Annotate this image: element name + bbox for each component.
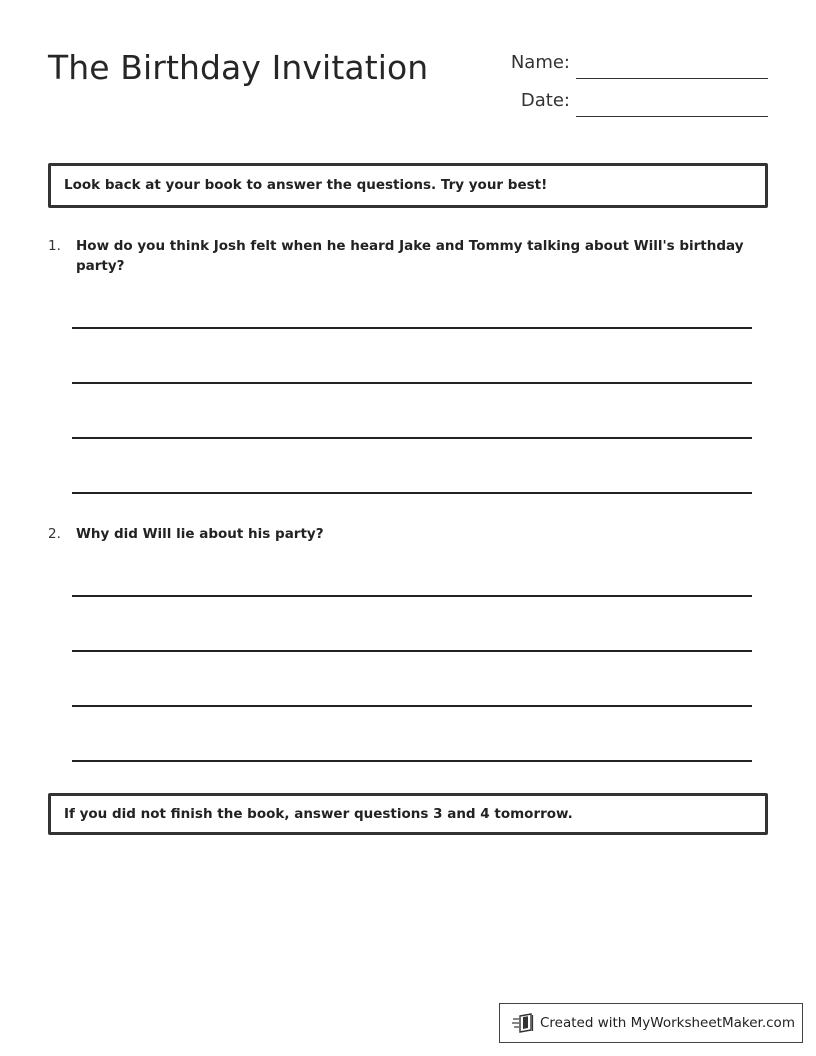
question-1-number: 1. bbox=[48, 238, 61, 254]
answer-line-q1-4[interactable] bbox=[72, 492, 752, 494]
question-2-number: 2. bbox=[48, 526, 61, 542]
instruction-text-bottom: If you did not finish the book, answer questions 3 and 4 tomorrow. bbox=[64, 806, 573, 822]
answer-line-q1-3[interactable] bbox=[72, 437, 752, 439]
instruction-box-top bbox=[48, 163, 768, 208]
footer-credit-badge[interactable] bbox=[499, 1003, 803, 1043]
instruction-text-top: Look back at your book to answer the questions. Try your best! bbox=[64, 177, 548, 193]
question-1 bbox=[48, 236, 760, 278]
date-line[interactable] bbox=[576, 116, 768, 117]
date-field[interactable] bbox=[490, 90, 768, 118]
answer-line-q1-1[interactable] bbox=[72, 327, 752, 329]
name-line[interactable] bbox=[576, 78, 768, 79]
answer-line-q2-3[interactable] bbox=[72, 705, 752, 707]
answer-line-q2-2[interactable] bbox=[72, 650, 752, 652]
name-label: Name: bbox=[510, 52, 570, 73]
date-label: Date: bbox=[520, 90, 570, 111]
name-field[interactable] bbox=[490, 52, 768, 80]
book-logo-icon bbox=[512, 1013, 534, 1033]
page-title: The Birthday Invitation bbox=[48, 48, 429, 87]
answer-line-q2-1[interactable] bbox=[72, 595, 752, 597]
question-2 bbox=[48, 524, 760, 546]
question-1-text: How do you think Josh felt when he heard Jake and Tommy talking about Will's birthday party? bbox=[76, 238, 744, 274]
answer-line-q1-2[interactable] bbox=[72, 382, 752, 384]
footer-credit-text: Created with MyWorksheetMaker.com bbox=[540, 1015, 795, 1031]
answer-line-q2-4[interactable] bbox=[72, 760, 752, 762]
question-2-text: Why did Will lie about his party? bbox=[76, 526, 324, 542]
instruction-box-bottom bbox=[48, 793, 768, 835]
